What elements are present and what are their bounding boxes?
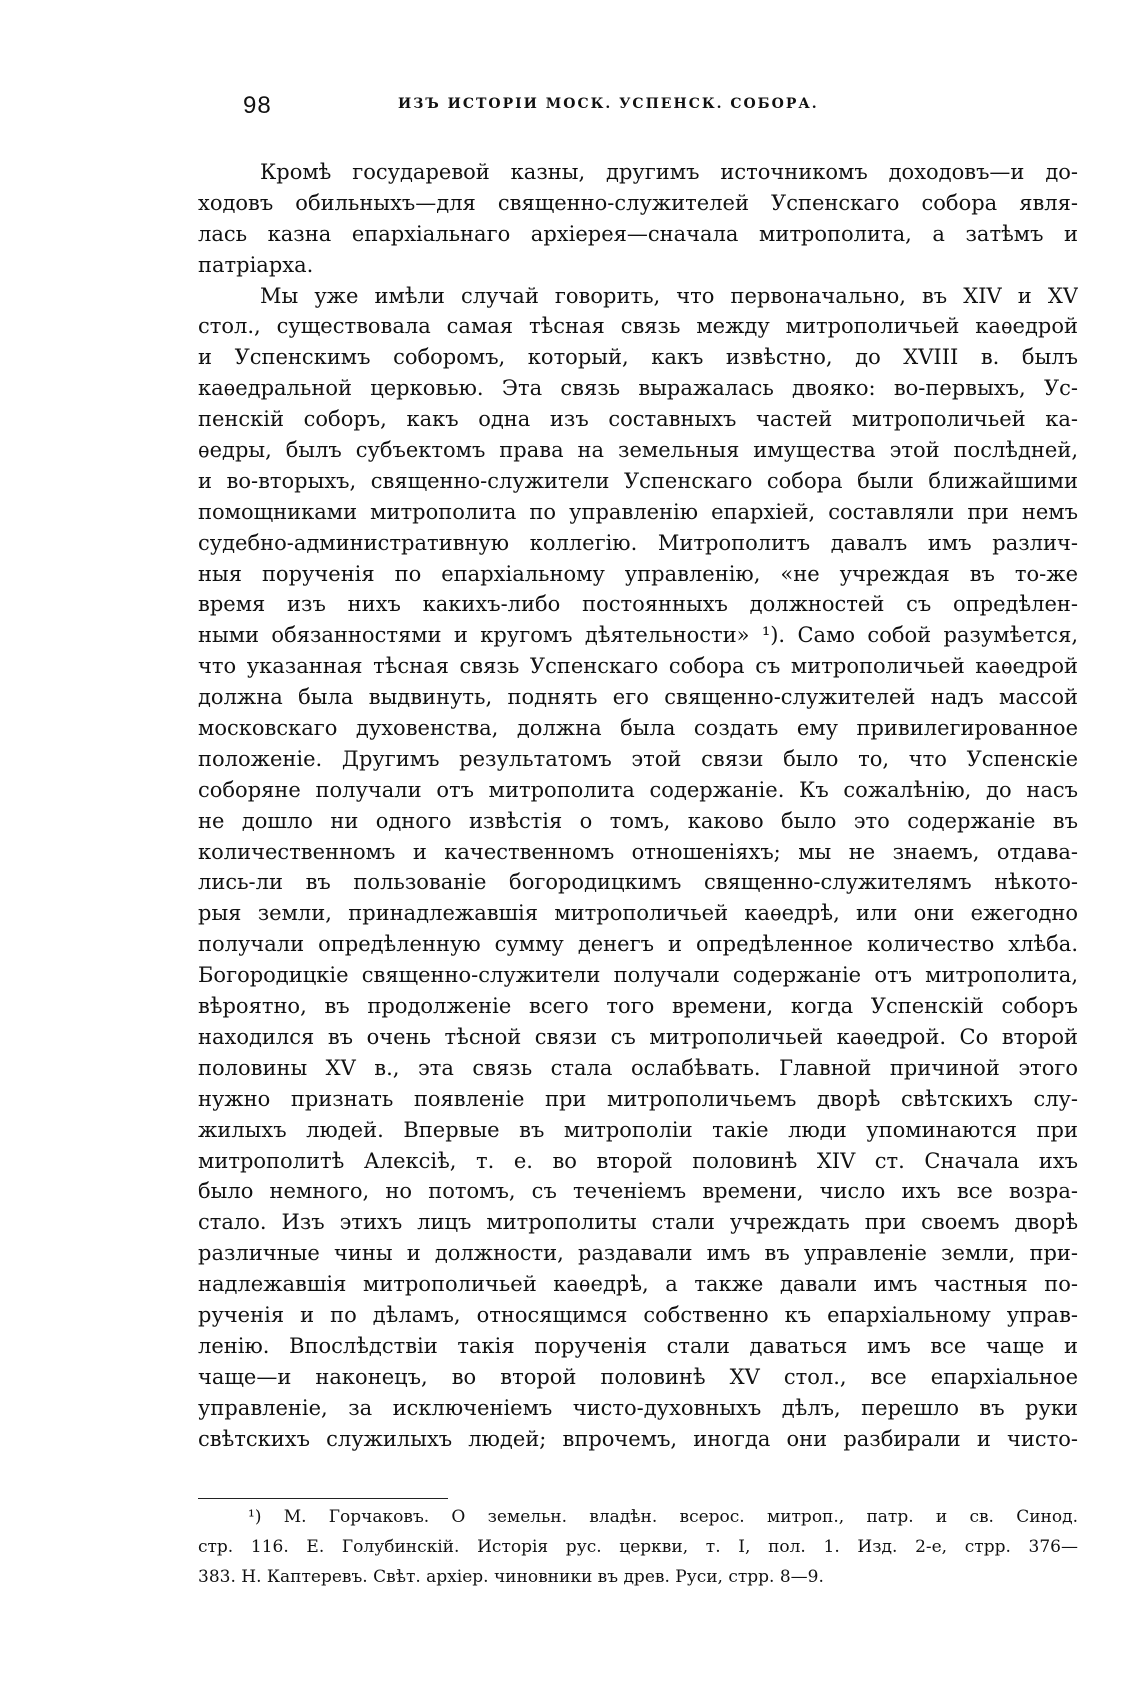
body-line: время изъ нихъ какихъ-либо постоянныхъ должностей съ опредѣлен- [198, 592, 1078, 617]
body-line: надлежавшія митрополичьей каѳедрѣ, а также давали имъ частныя по- [198, 1272, 1078, 1297]
body-line: судебно-административную коллегію. Митрополитъ давалъ имъ различ- [198, 530, 1078, 555]
body-line: нужно признать появленіе при митрополичьемъ дворѣ свѣтскихъ слу- [198, 1086, 1078, 1111]
body-line: лась казна епархіальнаго архіерея—сначала митрополита, а затѣмъ и [198, 221, 1078, 246]
body-line: ходовъ обильныхъ—для священно-служителей Успенскаго собора явля- [198, 190, 1078, 215]
body-line: положеніе. Другимъ результатомъ этой связи было то, что Успенскіе [198, 746, 1078, 771]
body-line: московскаго духовенства, должна была создать ему привилегированное [198, 716, 1078, 741]
body-line: находился въ очень тѣсной связи съ митрополичьей каѳедрой. Со второй [198, 1024, 1078, 1049]
footnote-line: стр. 116. Е. Голубинскій. Исторія рус. церкви, т. I, пол. 1. Изд. 2-е, стрр. 376— [198, 1537, 1078, 1557]
body-line: соборяне получали отъ митрополита содержаніе. Къ сожалѣнію, до насъ [198, 777, 1078, 802]
body-line: помощниками митрополита по управленію епархіей, составляли при немъ [198, 499, 1078, 524]
body-line: Мы уже имѣли случай говорить, что первоначально, въ XIV и XV [260, 283, 1078, 308]
body-line: вѣроятно, въ продолженіе всего того времени, когда Успенскій соборъ [198, 994, 1078, 1019]
body-line: что указанная тѣсная связь Успенскаго собора съ митрополичьей каѳедрой [198, 654, 1078, 679]
body-line: стало. Изъ этихъ лицъ митрополиты стали учреждать при своемъ дворѣ [198, 1210, 1078, 1235]
body-line: рученія и по дѣламъ, относящимся собственно къ епархіальному управ- [198, 1302, 1078, 1327]
body-line: ными обязанностями и кругомъ дѣятельности» ¹). Само собой разумѣется, [198, 623, 1078, 648]
page-header [243, 92, 883, 128]
body-line: ныя порученія по епархіальному управленію, «не учреждая въ то-же [198, 561, 1078, 586]
body-line: ленію. Впослѣдствіи такія порученія стали даваться имъ все чаще и [198, 1333, 1078, 1358]
footnotes [198, 1502, 1078, 1592]
body-line: различные чины и должности, раздавали имъ въ управленіе земли, при- [198, 1241, 1078, 1266]
body-text [198, 157, 1078, 1454]
body-line: стол., существовала самая тѣсная связь между митрополичьей каѳедрой [198, 314, 1078, 339]
running-title: ИЗЪ ИСТОРІИ МОСК. УСПЕНСК. СОБОРА. [398, 96, 819, 112]
body-line: и во-вторыхъ, священно-служители Успенскаго собора были ближайшими [198, 468, 1078, 493]
body-line: Кромѣ государевой казны, другимъ источникомъ доходовъ—и до- [260, 160, 1078, 184]
body-line: должна была выдвинуть, поднять его священно-служителей надъ массой [198, 685, 1078, 710]
body-line: количественномъ и качественномъ отношеніяхъ; мы не знаемъ, отдава- [198, 839, 1078, 864]
footnote-divider [198, 1498, 448, 1499]
page-number: 98 [243, 92, 272, 119]
footnote-line: 383. Н. Каптеревъ. Свѣт. архіер. чиновники въ древ. Руси, стрр. 8—9. [198, 1567, 824, 1587]
body-line: управленіе, за исключеніемъ чисто-духовныхъ дѣлъ, перешло въ руки [198, 1395, 1078, 1420]
body-line: получали опредѣленную сумму денегъ и опредѣленное количество хлѣба. [198, 932, 1078, 957]
body-line: лись-ли въ пользованіе богородицкимъ священно-служителямъ нѣкото- [198, 870, 1078, 895]
body-line: пенскій соборъ, какъ одна изъ составныхъ частей митрополичьей ка- [198, 407, 1078, 432]
body-line: каѳедральной церковью. Эта связь выражалась двояко: во-первыхъ, Ус- [198, 376, 1078, 401]
body-line: половины XV в., эта связь стала ослабѣвать. Главной причиной этого [198, 1055, 1078, 1080]
body-line: ѳедры, былъ субъектомъ права на земельныя имущества этой послѣдней, [198, 438, 1078, 463]
body-line: было немного, но потомъ, съ теченіемъ времени, число ихъ все возра- [198, 1179, 1078, 1204]
body-line: Богородицкіе священно-служители получали содержаніе отъ митрополита, [198, 963, 1078, 988]
body-line: чаще—и наконецъ, во второй половинѣ XV стол., все епархіальное [198, 1364, 1078, 1389]
body-line: патріарха. [198, 252, 314, 277]
body-line: свѣтскихъ служилыхъ людей; впрочемъ, иногда они разбирали и чисто- [198, 1426, 1078, 1451]
body-line: жилыхъ людей. Впервые въ митрополіи такіе люди упоминаются при [198, 1117, 1078, 1142]
body-line: и Успенскимъ соборомъ, который, какъ извѣстно, до XVIII в. былъ [198, 345, 1078, 370]
body-line: рыя земли, принадлежавшія митрополичьей каѳедрѣ, или они ежегодно [198, 901, 1078, 926]
footnote-line: ¹) М. Горчаковъ. О земельн. владѣн. всерос. митроп., патр. и св. Синод. [248, 1507, 1078, 1527]
body-line: митрополитѣ Алексіѣ, т. е. во второй половинѣ XIV ст. Сначала ихъ [198, 1148, 1078, 1173]
body-line: не дошло ни одного извѣстія о томъ, каково было это содержаніе въ [198, 808, 1078, 833]
